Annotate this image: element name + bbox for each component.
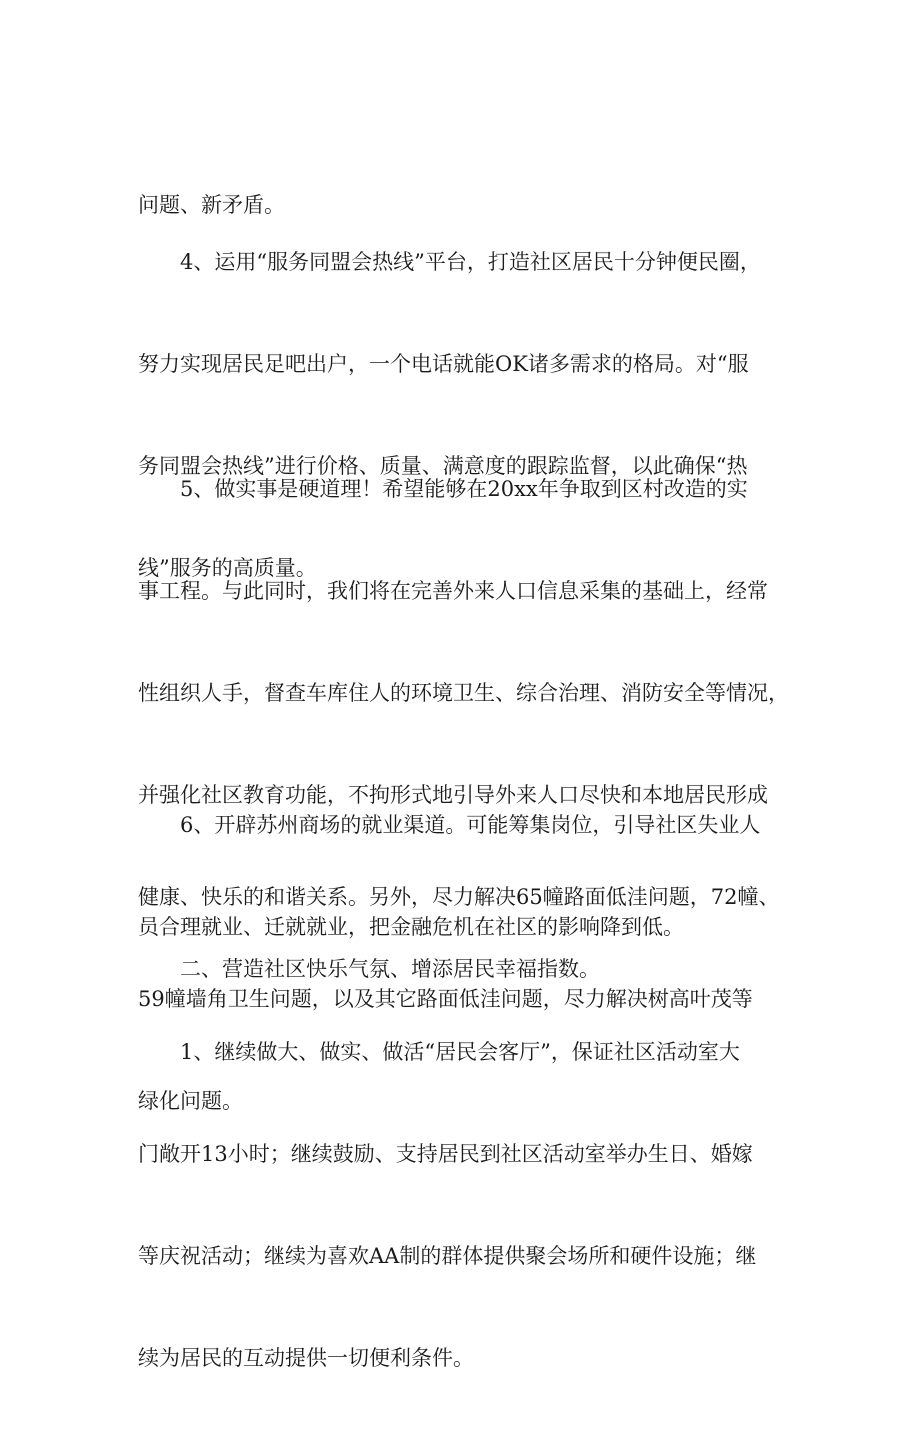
text-line: 绿化问题。 [138, 1089, 243, 1113]
text-line: 59幢墙角卫生问题，以及其它路面低洼问题，尽力解决树高叶茂等 [138, 987, 753, 1011]
text-line: 门敞开13小时；继续鼓励、支持居民到社区活动室举办生日、婚嫁 [138, 1142, 753, 1166]
text-line: 健康、快乐的和谐关系。另外，尽力解决65幢路面低洼问题，72幢、 [138, 885, 780, 909]
text-line: 问题、新矛盾。 [138, 193, 285, 217]
text-line: 续为居民的互动提供一切便利条件。 [138, 1346, 474, 1370]
document-page [138, 0, 789, 1370]
text-line: 等庆祝活动；继续为喜欢AA制的群体提供聚会场所和硬件设施；继 [138, 1244, 757, 1268]
text-line: 1、继续做大、做实、做活“居民会客厅”，保证社区活动室大 [180, 1040, 740, 1064]
text-line: 4、运用“服务同盟会热线”平台，打造社区居民十分钟便民圈， [180, 250, 761, 274]
text-line: 5、做实事是硬道理！希望能够在20xx年争取到区村改造的实 [180, 477, 748, 501]
paragraph-item-1 [138, 967, 786, 1443]
text-line: 员合理就业、迁就就业，把金融危机在社区的影响降到低。 [138, 915, 684, 939]
text-line: 二、营造社区快乐气氛、增添居民幸福指数。 [180, 957, 600, 981]
text-line: 事工程。与此同时，我们将在完善外来人口信息采集的基础上，经常 [138, 579, 768, 603]
text-line: 努力实现居民足吧出户，一个电话就能OK诸多需求的格局。对“服 [138, 352, 749, 376]
text-line: 线”服务的高质量。 [138, 556, 317, 580]
text-line: 务同盟会热线”进行价格、质量、满意度的跟踪监督，以此确保“热 [138, 454, 748, 478]
text-line: 6、开辟苏州商场的就业渠道。可能筹集岗位，引导社区失业人 [180, 813, 761, 837]
text-line: 性组织人手，督查车库住人的环境卫生、综合治理、消防安全等情况， [138, 681, 789, 705]
text-line: 并强化社区教育功能，不拘形式地引导外来人口尽快和本地居民形成 [138, 783, 768, 807]
